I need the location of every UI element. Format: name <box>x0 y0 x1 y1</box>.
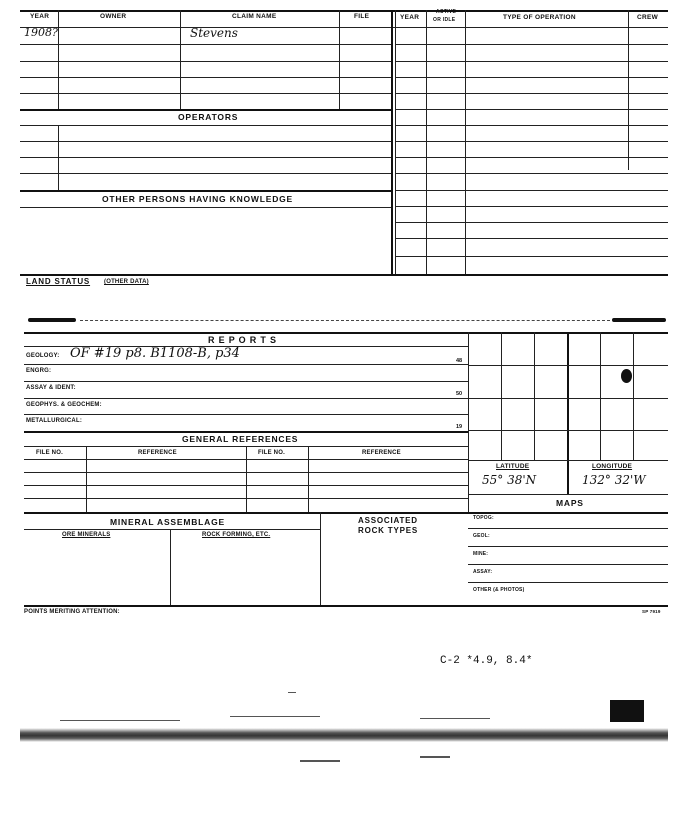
land-status-sub: (OTHER DATA) <box>104 279 149 285</box>
maps-title: MAPS <box>556 498 584 508</box>
report-label-geophys: GEOPHYS. & GEOCHEM: <box>26 402 102 408</box>
ore-minerals-header: ORE MINERALS <box>62 532 111 538</box>
report-num-metallurgical: 19 <box>456 424 463 430</box>
associated-rock-line2: ROCK TYPES <box>358 526 419 535</box>
claim-row-name: Stevens <box>190 26 238 40</box>
grid-dot-mark <box>621 369 632 383</box>
gen-ref-header-file1: FILE NO. <box>36 450 63 456</box>
maps-other: OTHER (& PHOTOS) <box>473 587 525 593</box>
ops-header-idle: OR IDLE <box>433 17 456 23</box>
land-status-label: LAND STATUS <box>26 277 91 286</box>
associated-rock-line1: ASSOCIATED <box>358 516 418 525</box>
gen-ref-header-ref2: REFERENCE <box>362 450 401 456</box>
other-persons-title: OTHER PERSONS HAVING KNOWLEDGE <box>102 194 294 204</box>
report-num-geology: 48 <box>456 358 463 364</box>
report-num-assay: 50 <box>456 391 463 397</box>
longitude-value: 132° 32'W <box>582 473 646 487</box>
claims-header-file: FILE <box>354 13 370 20</box>
report-label-metallurgical: METALLURGICAL: <box>26 418 83 424</box>
claims-header-owner: OWNER <box>100 13 127 20</box>
latitude-label: LATITUDE <box>496 463 530 470</box>
rock-forming-header: ROCK FORMING, ETC. <box>202 532 271 538</box>
ops-header-year: YEAR <box>400 14 420 21</box>
maps-geol: GEOL: <box>473 533 490 539</box>
mineral-assemblage-title: MINERAL ASSEMBLAGE <box>110 517 225 527</box>
longitude-label: LONGITUDE <box>592 463 633 470</box>
gen-ref-header-ref1: REFERENCE <box>138 450 177 456</box>
gen-ref-header-file2: FILE NO. <box>258 450 285 456</box>
ops-header-crew: CREW <box>637 14 659 21</box>
report-label-assay: ASSAY & IDENT: <box>26 385 76 391</box>
typed-note: C-2 *4.9, 8.4* <box>440 655 533 667</box>
latitude-value: 55° 38'N <box>482 473 537 487</box>
report-label-geology: GEOLOGY: <box>26 353 60 359</box>
report-label-engrg: ENGRG: <box>26 368 52 374</box>
points-meriting-attention: POINTS MERITING ATTENTION: <box>24 609 120 615</box>
form-number: SP 7919 <box>642 609 661 614</box>
claims-header-claim-name: CLAIM NAME <box>232 13 277 20</box>
report-value-geology: OF #19 p8. B1108-B, p34 <box>70 346 240 361</box>
claim-row-year: 1908? <box>24 26 58 39</box>
maps-assay: ASSAY: <box>473 569 493 575</box>
maps-topog: TOPOG: <box>473 515 494 521</box>
operators-title: OPERATORS <box>178 112 239 122</box>
general-references-title: GENERAL REFERENCES <box>182 434 299 444</box>
ops-header-active: ACTIVE <box>436 9 457 15</box>
ops-header-type: TYPE OF OPERATION <box>503 14 576 21</box>
maps-mine: MINE: <box>473 551 489 557</box>
claims-header-year: YEAR <box>30 13 50 20</box>
reports-title: R E P O R T S <box>208 335 277 345</box>
